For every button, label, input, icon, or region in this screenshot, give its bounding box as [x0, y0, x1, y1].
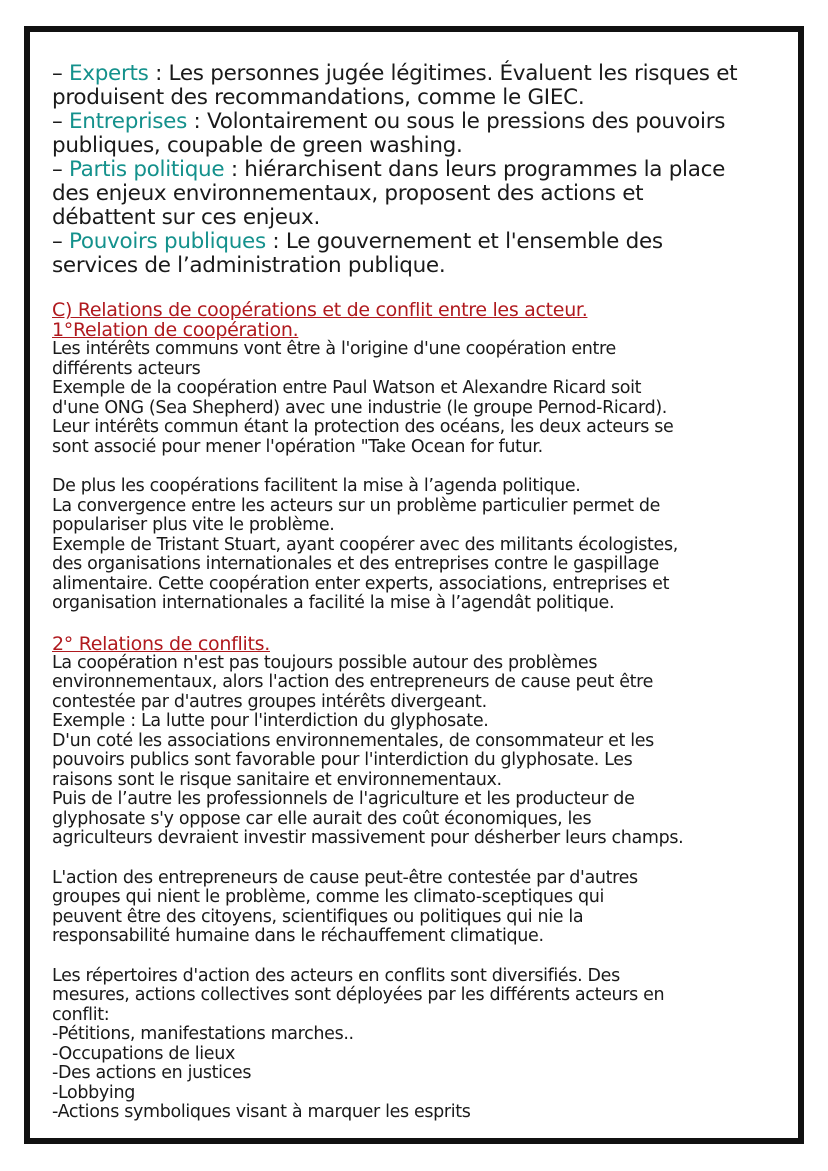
- actor-term: Entreprises: [68, 109, 188, 134]
- list-item: -Des actions en justices: [52, 1063, 252, 1083]
- actor-text-line: services de l’administration publique.: [52, 253, 446, 278]
- actor-text-line: produisent des recommandations, comme le GIEC.: [52, 85, 585, 110]
- actor-text-line: des enjeux environnementaux, proposent des actions et: [52, 181, 644, 206]
- conflicts-title: 2° Relations de conflits.: [52, 632, 270, 655]
- actors-list: [52, 62, 792, 278]
- cooperation-paragraph-1: Les intérêts communs vont être à l'origine d'une coopération entre différents acteurs Exemple de la coopération entre Paul Watson et Alexandre Ricard soit d'une ONG (Sea Shepherd) avec une industrie (le groupe Pernod-Ricard). Leur intérêts commun étant la protection des océans, les deux acteurs se sont associé pour mener l'opération "Take Ocean for futur.: [52, 339, 674, 457]
- list-item: -Lobbying: [52, 1082, 135, 1103]
- conflicts-paragraph-3: Les répertoires d'action des acteurs en conflits sont diversifiés. Des mesures, actions collectives sont déployées par les différents acteurs en conflit: -Pétitions, manifestations marches.. -Occupations de lieux -Des actions en justices -Lobbying -Actions symboliques visant à marquer les esprits: [52, 967, 792, 1123]
- cooperation-paragraph-2: De plus les coopérations facilitent la mise à l’agenda politique. La convergence entre les acteurs sur un problème particulier permet de populariser plus vite le problème. Exemple de Tristant Stuart, ayant coopérer avec des militants écologistes, des organisations internationales et des entreprises contre le gaspillage alimentaire. Cette coopération enter experts, associations, entreprises et organisation internationales a facilité la mise à l’agendât politique.: [52, 476, 678, 613]
- page-content: [52, 62, 792, 1123]
- actor-experts: – Experts : Les personnes jugée légitimes. Évaluent les risques et: [52, 61, 738, 86]
- actor-entreprises: – Entreprises : Volontairement ou sous le pressions des pouvoirs: [52, 109, 726, 134]
- section-c-title: C) Relations de coopérations et de conflit entre les acteur.: [52, 299, 588, 321]
- actor-term: Experts: [68, 61, 149, 86]
- page-frame: [24, 26, 804, 1144]
- list-item: -Pétitions, manifestations marches..: [52, 1024, 354, 1044]
- actor-pouvoirs: – Pouvoirs publiques : Le gouvernement et l'ensemble des: [52, 229, 663, 254]
- list-item: -Occupations de lieux: [52, 1043, 235, 1064]
- actor-partis: – Partis politique : hiérarchisent dans leurs programmes la place: [52, 157, 726, 182]
- actor-term: Partis politique: [68, 157, 225, 182]
- cooperation-title: 1°Relation de coopération.: [52, 319, 299, 341]
- conflicts-paragraph-1: La coopération n'est pas toujours possible autour des problèmes environnementaux, alors l'action des entrepreneurs de cause peut être contestée par d'autres groupes intérêts divergeant. Exemple : La lutte pour l'interdiction du glyphosate. D'un coté les associations environnementales, de consommateur et les pouvoirs publics sont favorable pour l'interdiction du glyphosate. Les raisons sont le risque sanitaire et environnementaux. Puis de l’autre les professionnels de l'agriculture et les producteur de glyphosate s'y oppose car elle aurait des coût économiques, les agriculteurs devraient investir massivement pour désherber leurs champs.: [52, 652, 684, 848]
- actor-term: Pouvoirs publiques: [68, 229, 266, 254]
- conflicts-paragraph-2: L'action des entrepreneurs de cause peut-être contestée par d'autres groupes qui nient le problème, comme les climato-sceptiques qui peuvent être des citoyens, scientifiques ou politiques qui nie la responsabilité humaine dans le réchauffement climatique.: [52, 867, 638, 946]
- list-item: -Actions symboliques visant à marquer les esprits: [52, 1102, 471, 1122]
- actor-text-line: débattent sur ces enjeux.: [52, 205, 321, 230]
- actor-text-line: publiques, coupable de green washing.: [52, 133, 463, 158]
